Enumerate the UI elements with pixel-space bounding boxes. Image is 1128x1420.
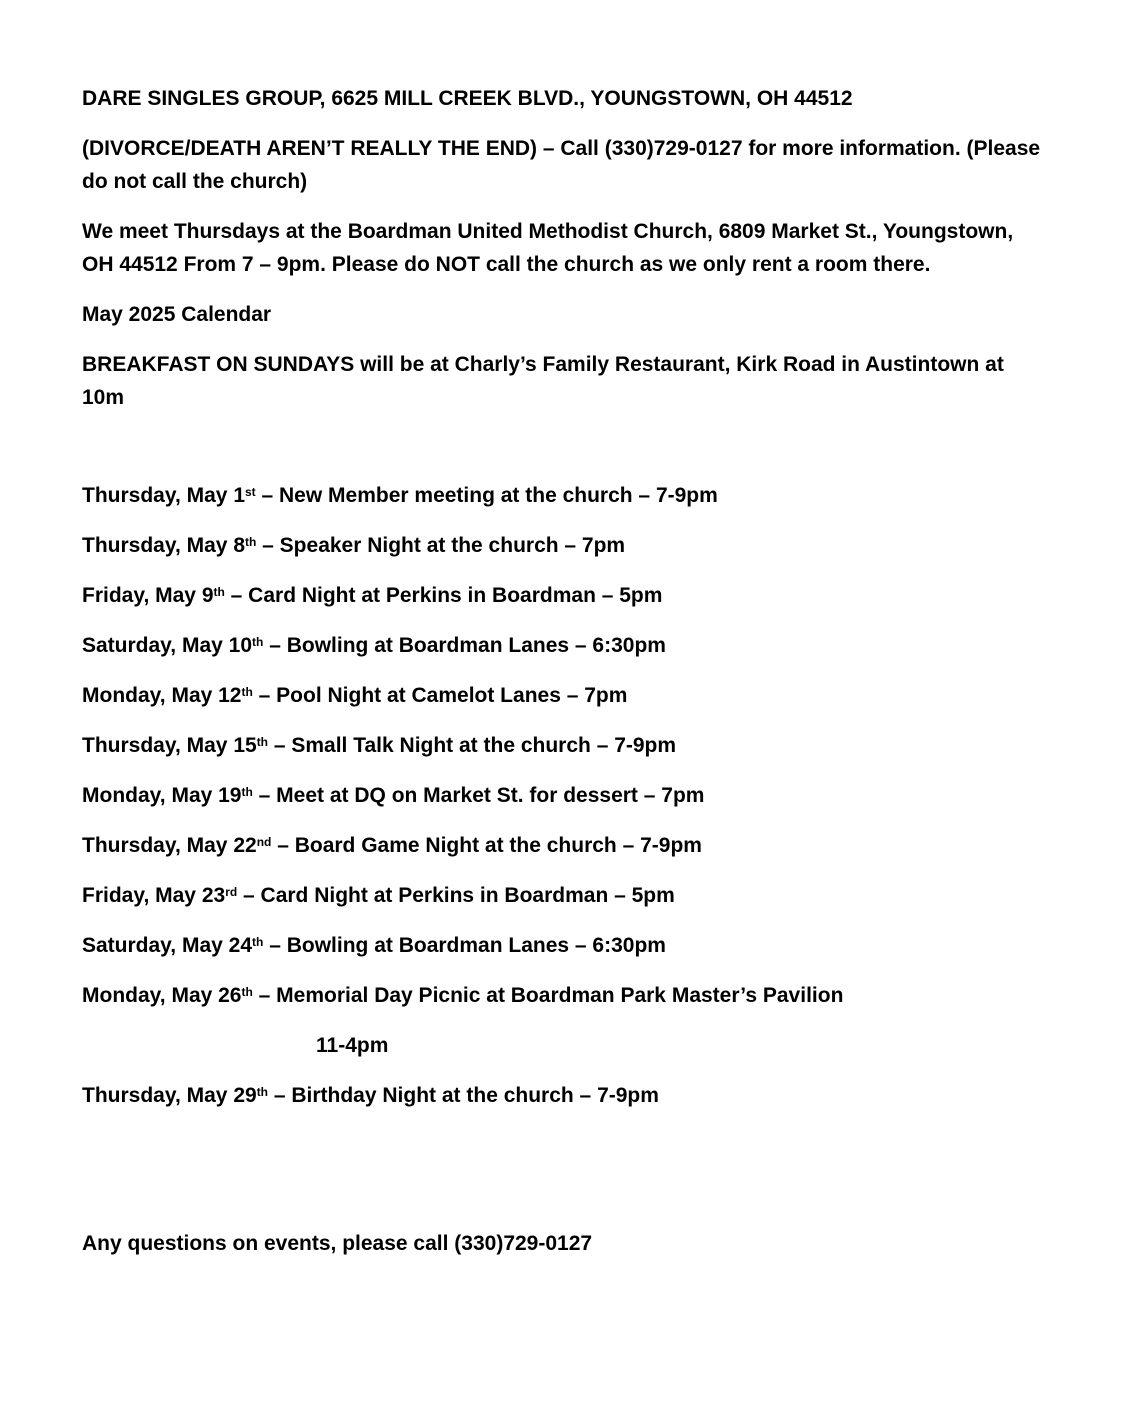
event-item — [82, 1079, 1042, 1112]
event-date-suffix: th — [252, 935, 264, 949]
event-description: – Small Talk Night at the church – 7-9pm — [268, 734, 677, 757]
event-description: – Memorial Day Picnic at Boardman Park Master’s Pavilion — [252, 984, 844, 1007]
event-continuation: 11-4pm — [316, 1034, 389, 1057]
document-page — [82, 82, 1042, 1277]
event-date-suffix: st — [245, 485, 256, 499]
event-item — [82, 779, 1042, 812]
event-date: Thursday, May 15 — [82, 734, 257, 757]
event-date-suffix: nd — [256, 835, 272, 849]
event-item — [82, 529, 1042, 562]
event-date: Thursday, May 22 — [82, 834, 257, 857]
event-date-suffix: th — [241, 985, 253, 999]
event-date: Thursday, May 1 — [82, 484, 245, 507]
event-item — [82, 629, 1042, 662]
meeting-info: We meet Thursdays at the Boardman United Methodist Church, 6809 Market St., Youngstown, OH 44512 From 7 – 9pm. Please do NOT call the church as we only rent a room there. — [82, 220, 1014, 276]
event-date-suffix: th — [256, 1085, 269, 1099]
event-date-suffix: th — [256, 735, 269, 749]
event-description: – Bowling at Boardman Lanes – 6:30pm — [263, 934, 666, 957]
event-date-suffix: th — [245, 535, 257, 549]
event-description: – Birthday Night at the church – 7-9pm — [268, 1084, 659, 1107]
event-date: Thursday, May 29 — [82, 1084, 257, 1107]
event-date: Saturday, May 10 — [82, 634, 253, 657]
event-item — [82, 679, 1042, 712]
event-description: – Speaker Night at the church – 7pm — [256, 534, 626, 557]
calendar-title: May 2025 Calendar — [82, 303, 272, 326]
event-date: Monday, May 12 — [82, 684, 242, 707]
event-item — [82, 829, 1042, 862]
breakfast-note: BREAKFAST ON SUNDAYS will be at Charly’s Family Restaurant, Kirk Road in Austintown at 10m — [82, 353, 1004, 409]
event-item — [82, 729, 1042, 762]
event-description: – Pool Night at Camelot Lanes – 7pm — [252, 684, 628, 707]
event-item — [82, 979, 1042, 1012]
event-item — [82, 579, 1042, 612]
event-description: – Card Night at Perkins in Boardman – 5pm — [237, 884, 675, 907]
footer-contact: Any questions on events, please call (330)729-0127 — [82, 1232, 593, 1255]
event-date-suffix: rd — [225, 885, 238, 899]
event-description: – Bowling at Boardman Lanes – 6:30pm — [263, 634, 666, 657]
event-list — [82, 479, 1042, 1112]
event-description: – Meet at DQ on Market St. for dessert – 7pm — [252, 784, 705, 807]
page-subtitle: (DIVORCE/DEATH AREN’T REALLY THE END) – Call (330)729-0127 for more information. (Please do not call the church) — [82, 137, 1041, 193]
event-description: – Card Night at Perkins in Boardman – 5pm — [224, 584, 663, 607]
event-date-suffix: th — [252, 635, 264, 649]
event-item — [82, 929, 1042, 962]
event-description: – Board Game Night at the church – 7-9pm — [271, 834, 702, 857]
page-title: DARE SINGLES GROUP, 6625 MILL CREEK BLVD., YOUNGSTOWN, OH 44512 — [82, 87, 853, 110]
event-date: Friday, May 23 — [82, 884, 226, 907]
event-date: Monday, May 19 — [82, 784, 242, 807]
event-date: Friday, May 9 — [82, 584, 214, 607]
event-item — [82, 479, 1042, 512]
event-date: Saturday, May 24 — [82, 934, 253, 957]
event-description: – New Member meeting at the church – 7-9pm — [255, 484, 718, 507]
event-date: Thursday, May 8 — [82, 534, 245, 557]
event-date-suffix: th — [213, 585, 225, 599]
event-date-suffix: th — [241, 685, 253, 699]
event-item — [82, 879, 1042, 912]
event-date-suffix: th — [241, 785, 253, 799]
event-date: Monday, May 26 — [82, 984, 242, 1007]
